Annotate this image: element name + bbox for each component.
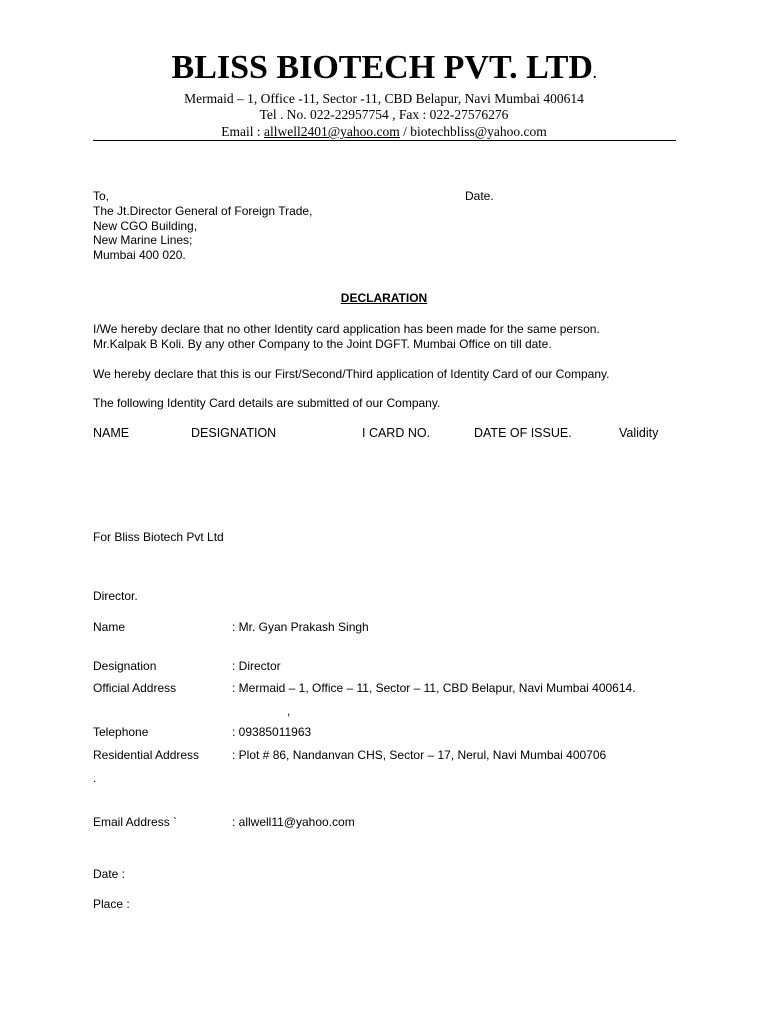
declaration-para-3: The following Identity Card details are submitted of our Company. bbox=[93, 396, 441, 410]
letter-date: Date. bbox=[465, 189, 494, 203]
signoff-director: Director. bbox=[93, 589, 138, 603]
place-label: Place : bbox=[93, 897, 130, 911]
company-phone: Tel . No. 022-22957754 , Fax : 022-27576276 bbox=[259, 107, 509, 122]
name-value: : Mr. Gyan Prakash Singh bbox=[232, 620, 369, 634]
recipient-line-4: Mumbai 400 020. bbox=[93, 248, 186, 262]
declaration-title: DECLARATION bbox=[340, 291, 428, 305]
table-header-name: NAME bbox=[93, 426, 130, 440]
company-name-dot: . bbox=[592, 67, 597, 82]
designation-label: Designation bbox=[93, 659, 157, 673]
email-address-value: : allwell11@yahoo.com bbox=[232, 815, 355, 829]
recipient-to: To, bbox=[93, 189, 110, 203]
company-email-line bbox=[0, 124, 768, 140]
company-name bbox=[0, 48, 768, 95]
table-header-icard-no: I CARD NO. bbox=[362, 426, 431, 440]
official-address-value: : Mermaid – 1, Office – 11, Sector – 11, CBD Belapur, Navi Mumbai 400614. bbox=[232, 681, 636, 695]
recipient-line-1: The Jt.Director General of Foreign Trade, bbox=[93, 204, 313, 218]
table-header-designation: DESIGNATION bbox=[191, 426, 277, 440]
company-name-text: BLISS BIOTECH PVT. LTD bbox=[171, 49, 593, 86]
residential-address-extra: . bbox=[93, 771, 97, 785]
table-header-date-of-issue: DATE OF ISSUE. bbox=[474, 426, 572, 440]
official-address-extra: , bbox=[287, 704, 291, 718]
email-prefix: Email : bbox=[221, 124, 264, 139]
email-address-label: Email Address ` bbox=[93, 815, 178, 829]
email-link[interactable]: allwell2401@yahoo.com bbox=[263, 124, 400, 139]
declaration-para-1-line-1: I/We hereby declare that no other Identity card application has been made for the same person. bbox=[93, 322, 600, 336]
declaration-para-2: We hereby declare that this is our First/Second/Third application of Identity Card of our Company. bbox=[93, 367, 610, 381]
date-label: Date : bbox=[93, 867, 126, 881]
residential-address-label: Residential Address bbox=[93, 748, 200, 762]
email-suffix: / biotechbliss@yahoo.com bbox=[399, 124, 547, 139]
designation-value: : Director bbox=[232, 659, 281, 673]
declaration-para-1-line-2: Mr.Kalpak B Koli. By any other Company to the Joint DGFT. Mumbai Office on till date. bbox=[93, 337, 552, 351]
signoff-company: For Bliss Biotech Pvt Ltd bbox=[93, 530, 224, 544]
residential-address-value: : Plot # 86, Nandanvan CHS, Sector – 17, Nerul, Navi Mumbai 400706 bbox=[232, 748, 607, 762]
telephone-value: : 09385011963 bbox=[232, 725, 312, 739]
name-label: Name bbox=[93, 620, 126, 634]
recipient-line-2: New CGO Building, bbox=[93, 219, 198, 233]
company-address: Mermaid – 1, Office -11, Sector -11, CBD Belapur, Navi Mumbai 400614 bbox=[184, 91, 584, 106]
recipient-line-3: New Marine Lines; bbox=[93, 233, 193, 247]
header-divider bbox=[93, 140, 676, 141]
official-address-label: Official Address bbox=[93, 681, 177, 695]
table-header-validity: Validity bbox=[619, 426, 659, 440]
telephone-label: Telephone bbox=[93, 725, 149, 739]
